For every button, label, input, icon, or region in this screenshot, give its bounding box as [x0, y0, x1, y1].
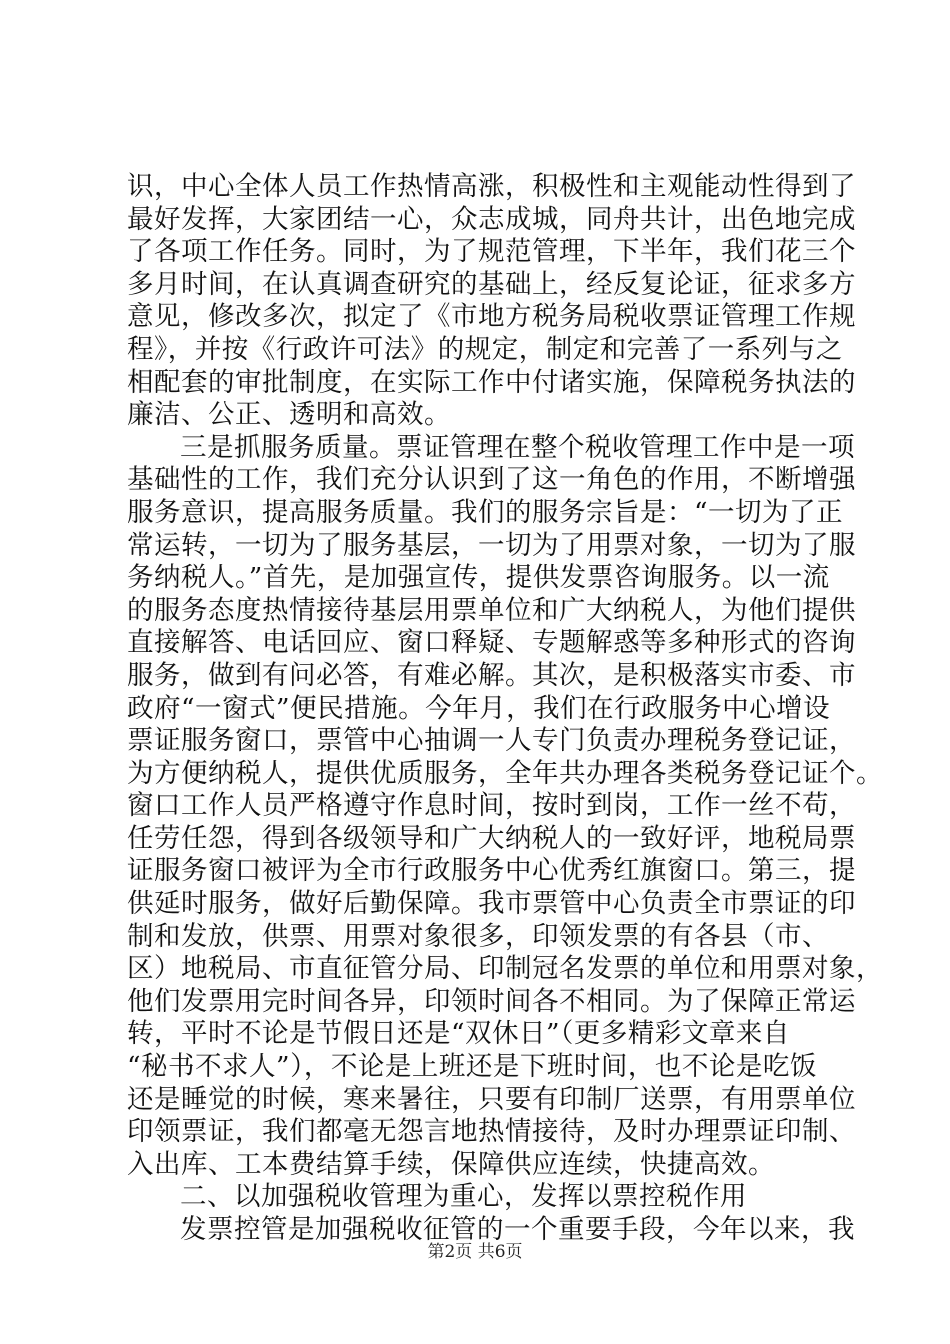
page-footer: [0, 1240, 950, 1264]
text-line: 多月时间，在认真调查研究的基础上，经反复论证，征求多方: [127, 268, 856, 300]
document-body: [127, 171, 883, 1247]
text-line: 服务，做到有问必答，有难必解。其次，是积极落实市委、市: [127, 659, 856, 691]
text-line: 供延时服务，做好后勤保障。我市票管中心负责全市票证的印: [127, 888, 856, 920]
text-line: 票证服务窗口，票管中心抽调一人专门负责办理税务登记证，: [127, 725, 856, 757]
text-line: 相配套的审批制度，在实际工作中付诸实施，保障税务执法的: [127, 366, 856, 398]
text-line: 为方便纳税人，提供优质服务，全年共办理各类税务登记证个。: [127, 757, 883, 789]
text-line: 服务意识，提高服务质量。我们的服务宗旨是：“一切为了正: [127, 496, 844, 528]
text-line: “秘书不求人”），不论是上班还是下班时间，也不论是吃饭: [127, 1051, 817, 1083]
text-line: 识，中心全体人员工作热情高涨，积极性和主观能动性得到了: [127, 171, 856, 202]
text-line: 的服务态度热情接待基层用票单位和广大纳税人，为他们提供: [127, 594, 856, 626]
text-line: 制和发放，供票、用票对象很多，印领发票的有各县（市、: [127, 920, 829, 952]
section-heading: 二、以加强税收管理为重心，发挥以票控税作用: [180, 1181, 747, 1213]
paragraph-start-line: 三是抓服务质量。票证管理在整个税收管理工作中是一项: [180, 431, 855, 463]
text-line: 他们发票用完时间各异，印领时间各不相同。为了保障正常运: [127, 985, 856, 1017]
text-line: 区）地税局、市直征管分局、印制冠名发票的单位和用票对象，: [127, 953, 883, 985]
text-line: 印领票证，我们都毫无怨言地热情接待，及时办理票证印制、: [127, 1116, 856, 1148]
text-line: 证服务窗口被评为全市行政服务中心优秀红旗窗口。第三，提: [127, 855, 856, 887]
text-line: 政府“一窗式”便民措施。今年月，我们在行政服务中心增设: [127, 692, 831, 724]
text-line: 任劳任怨，得到各级领导和广大纳税人的一致好评，地税局票: [127, 822, 856, 854]
text-line: 基础性的工作，我们充分认识到了这一角色的作用，不断增强: [127, 464, 856, 496]
text-line: 务纳税人。”首先，是加强宣传，提供发票咨询服务。以一流: [127, 562, 830, 594]
text-line: 常运转，一切为了服务基层，一切为了用票对象，一切为了服: [127, 529, 856, 561]
text-line: 了各项工作任务。同时，为了规范管理，下半年，我们花三个: [127, 236, 856, 268]
text-line: 最好发挥，大家团结一心，众志成城，同舟共计，出色地完成: [127, 203, 856, 235]
text-line: 廉洁、公正、透明和高效。: [127, 399, 451, 431]
page-number: 第2页 共6页: [427, 1242, 523, 1262]
text-line: 程》，并按《行政许可法》的规定，制定和完善了一系列与之: [127, 333, 843, 365]
paragraph-start-line: 发票控管是加强税收征管的一个重要手段，今年以来，我: [180, 1214, 855, 1245]
text-line: 转，平时不论是节假日还是“双休日”（更多精彩文章来自: [127, 1018, 790, 1050]
text-line: 窗口工作人员严格遵守作息时间，按时到岗，工作一丝不苟，: [127, 790, 856, 822]
text-line: 还是睡觉的时候，寒来暑往，只要有印制厂送票，有用票单位: [127, 1083, 856, 1115]
text-line: 意见，修改多次，拟定了《市地方税务局税收票证管理工作规: [127, 301, 856, 333]
text-line: 直接解答、电话回应、窗口释疑、专题解惑等多种形式的咨询: [127, 627, 856, 659]
text-line: 入出库、工本费结算手续，保障供应连续，快捷高效。: [127, 1148, 775, 1180]
